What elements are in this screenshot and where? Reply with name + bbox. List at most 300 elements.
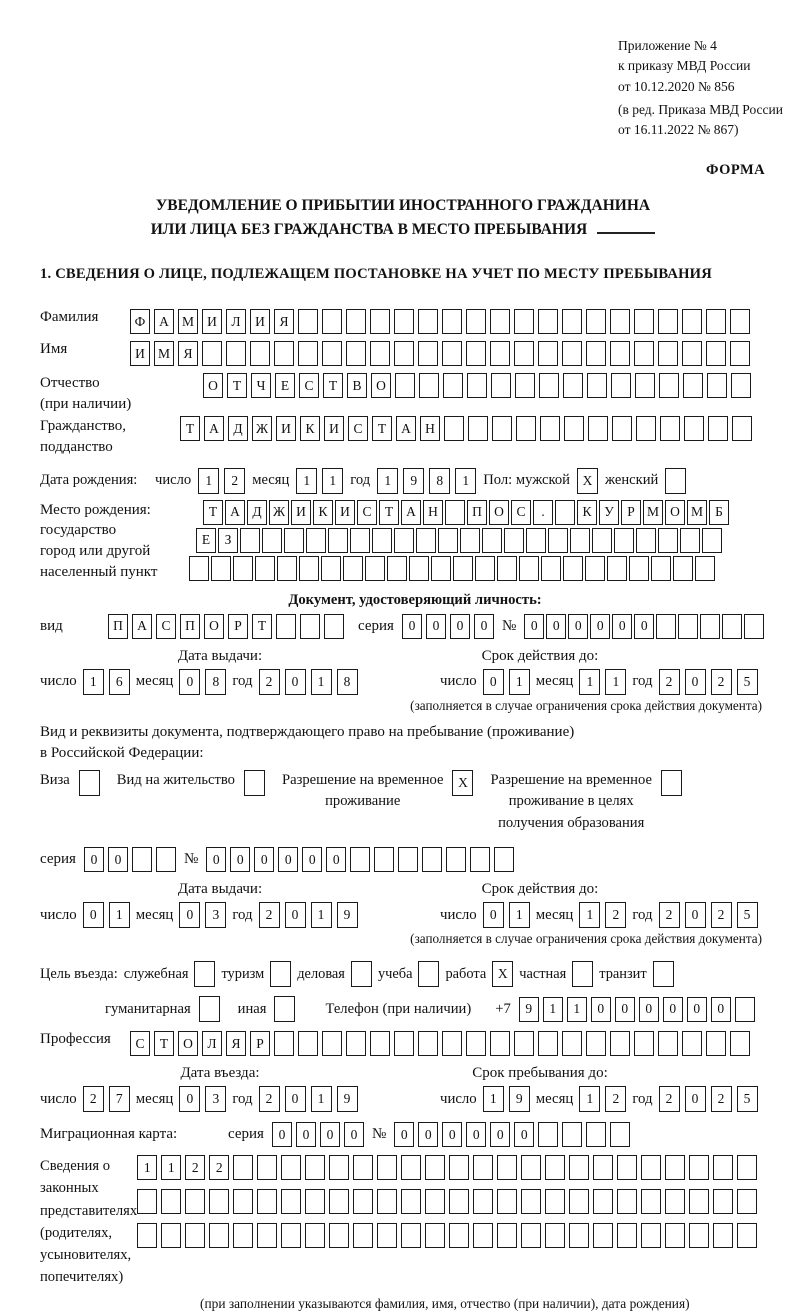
char-box[interactable] (695, 556, 715, 581)
char-box[interactable] (706, 1031, 726, 1056)
char-box[interactable] (322, 1031, 342, 1056)
char-box[interactable] (492, 416, 512, 441)
char-box[interactable]: О (371, 373, 391, 398)
char-box[interactable] (570, 528, 590, 553)
char-box[interactable] (562, 341, 582, 366)
char-box[interactable]: 0 (402, 614, 422, 639)
char-box[interactable] (233, 556, 253, 581)
char-box[interactable] (365, 556, 385, 581)
char-box[interactable]: 2 (259, 1086, 280, 1112)
char-box[interactable]: Е (275, 373, 295, 398)
char-box[interactable] (737, 1155, 757, 1180)
char-box[interactable] (563, 373, 583, 398)
char-box[interactable] (305, 1155, 325, 1180)
char-box[interactable]: М (687, 500, 707, 525)
char-box[interactable] (497, 1155, 517, 1180)
char-box[interactable]: 1 (137, 1155, 157, 1180)
char-box[interactable] (538, 309, 558, 334)
char-box[interactable] (306, 528, 326, 553)
char-box[interactable] (374, 847, 394, 872)
char-box[interactable]: Р (621, 500, 641, 525)
char-box[interactable] (370, 1031, 390, 1056)
char-box[interactable]: 1 (579, 902, 600, 928)
char-box[interactable] (466, 1031, 486, 1056)
char-box[interactable] (737, 1223, 757, 1248)
char-box[interactable]: О (489, 500, 509, 525)
char-box[interactable] (202, 341, 222, 366)
char-box[interactable] (394, 528, 414, 553)
char-box[interactable] (370, 309, 390, 334)
char-box[interactable] (634, 341, 654, 366)
char-box[interactable]: И (202, 309, 222, 334)
char-box[interactable] (682, 309, 702, 334)
char-box[interactable] (353, 1223, 373, 1248)
char-box[interactable] (706, 309, 726, 334)
char-box[interactable] (634, 1031, 654, 1056)
char-box[interactable] (587, 373, 607, 398)
char-box[interactable]: З (218, 528, 238, 553)
char-box[interactable] (744, 614, 764, 639)
char-box[interactable] (161, 1189, 181, 1214)
char-box[interactable] (521, 1223, 541, 1248)
char-box[interactable] (730, 341, 750, 366)
char-box[interactable]: 1 (483, 1086, 504, 1112)
char-box[interactable] (651, 556, 671, 581)
char-box[interactable] (713, 1155, 733, 1180)
char-box[interactable]: К (577, 500, 597, 525)
char-box[interactable]: 2 (259, 669, 280, 695)
char-box[interactable]: Р (228, 614, 248, 639)
char-box[interactable]: 0 (711, 997, 731, 1022)
char-box[interactable]: У (599, 500, 619, 525)
char-box[interactable]: 0 (278, 847, 298, 872)
char-box[interactable]: 8 (337, 669, 358, 695)
char-box[interactable]: Д (247, 500, 267, 525)
char-box[interactable]: 0 (474, 614, 494, 639)
char-box[interactable] (713, 1223, 733, 1248)
char-box[interactable] (300, 614, 320, 639)
char-box[interactable] (281, 1155, 301, 1180)
char-box[interactable] (538, 1031, 558, 1056)
char-box[interactable] (490, 309, 510, 334)
char-box[interactable] (418, 309, 438, 334)
char-box[interactable] (401, 1155, 421, 1180)
char-box[interactable] (189, 556, 209, 581)
char-box[interactable] (422, 847, 442, 872)
char-box[interactable] (460, 528, 480, 553)
char-box[interactable]: Ж (269, 500, 289, 525)
char-box[interactable]: Ф (130, 309, 150, 334)
char-box[interactable] (490, 1031, 510, 1056)
char-box[interactable] (521, 1155, 541, 1180)
char-box[interactable] (156, 847, 176, 872)
char-box[interactable] (658, 528, 678, 553)
char-box[interactable] (593, 1189, 613, 1214)
char-box[interactable] (731, 373, 751, 398)
char-box[interactable]: 0 (320, 1122, 340, 1147)
char-box[interactable]: 3 (205, 902, 226, 928)
char-box[interactable]: 1 (311, 669, 332, 695)
char-box[interactable]: 0 (687, 997, 707, 1022)
char-box[interactable] (610, 1031, 630, 1056)
char-box[interactable]: А (204, 416, 224, 441)
char-box[interactable] (706, 341, 726, 366)
char-box[interactable]: 1 (377, 468, 398, 494)
char-box[interactable]: 0 (514, 1122, 534, 1147)
char-box[interactable] (665, 1189, 685, 1214)
char-box[interactable] (656, 614, 676, 639)
char-box[interactable]: 9 (337, 1086, 358, 1112)
char-box[interactable]: А (154, 309, 174, 334)
char-box[interactable]: 0 (615, 997, 635, 1022)
char-box[interactable] (682, 341, 702, 366)
char-box[interactable]: 2 (605, 1086, 626, 1112)
char-box[interactable]: П (467, 500, 487, 525)
char-box[interactable] (250, 341, 270, 366)
char-box[interactable] (401, 1223, 421, 1248)
char-box[interactable]: 5 (737, 902, 758, 928)
char-box[interactable] (497, 1189, 517, 1214)
char-box[interactable]: 2 (659, 669, 680, 695)
char-box[interactable] (519, 556, 539, 581)
char-box[interactable] (185, 1223, 205, 1248)
char-box[interactable]: Т (372, 416, 392, 441)
char-box[interactable] (262, 528, 282, 553)
char-box[interactable]: 0 (179, 1086, 200, 1112)
char-box[interactable]: 2 (659, 1086, 680, 1112)
temp-residence-education-checkbox[interactable] (661, 770, 682, 796)
char-box[interactable] (425, 1223, 445, 1248)
char-box[interactable]: С (156, 614, 176, 639)
char-box[interactable] (277, 556, 297, 581)
purpose-private-checkbox[interactable] (572, 961, 593, 987)
char-box[interactable]: Р (250, 1031, 270, 1056)
char-box[interactable]: 1 (83, 669, 104, 695)
char-box[interactable] (538, 1122, 558, 1147)
char-box[interactable] (370, 341, 390, 366)
char-box[interactable]: 9 (509, 1086, 530, 1112)
char-box[interactable] (540, 416, 560, 441)
char-box[interactable] (593, 1155, 613, 1180)
char-box[interactable] (673, 556, 693, 581)
char-box[interactable] (545, 1155, 565, 1180)
char-box[interactable] (401, 1189, 421, 1214)
char-box[interactable] (504, 528, 524, 553)
char-box[interactable]: О (204, 614, 224, 639)
char-box[interactable] (475, 556, 495, 581)
char-box[interactable] (372, 528, 392, 553)
char-box[interactable]: И (335, 500, 355, 525)
char-box[interactable]: Л (202, 1031, 222, 1056)
char-box[interactable]: 2 (711, 902, 732, 928)
char-box[interactable] (161, 1223, 181, 1248)
char-box[interactable] (702, 528, 722, 553)
char-box[interactable] (641, 1223, 661, 1248)
char-box[interactable] (592, 528, 612, 553)
char-box[interactable]: 2 (224, 468, 245, 494)
char-box[interactable]: Е (196, 528, 216, 553)
char-box[interactable] (377, 1155, 397, 1180)
char-box[interactable]: 7 (109, 1086, 130, 1112)
char-box[interactable] (274, 1031, 294, 1056)
char-box[interactable] (514, 341, 534, 366)
purpose-study-checkbox[interactable] (418, 961, 439, 987)
char-box[interactable] (548, 528, 568, 553)
char-box[interactable]: 0 (254, 847, 274, 872)
char-box[interactable]: 1 (311, 1086, 332, 1112)
char-box[interactable] (658, 1031, 678, 1056)
char-box[interactable]: С (348, 416, 368, 441)
char-box[interactable]: 0 (490, 1122, 510, 1147)
char-box[interactable] (473, 1155, 493, 1180)
char-box[interactable] (418, 341, 438, 366)
char-box[interactable]: И (276, 416, 296, 441)
char-box[interactable] (425, 1155, 445, 1180)
char-box[interactable]: 0 (326, 847, 346, 872)
char-box[interactable] (562, 309, 582, 334)
char-box[interactable]: 0 (591, 997, 611, 1022)
char-box[interactable] (713, 1189, 733, 1214)
char-box[interactable] (588, 416, 608, 441)
char-box[interactable] (281, 1189, 301, 1214)
char-box[interactable] (353, 1189, 373, 1214)
char-box[interactable] (353, 1155, 373, 1180)
char-box[interactable]: 0 (524, 614, 544, 639)
char-box[interactable]: 0 (450, 614, 470, 639)
char-box[interactable] (409, 556, 429, 581)
char-box[interactable]: Н (420, 416, 440, 441)
char-box[interactable] (468, 416, 488, 441)
char-box[interactable] (137, 1223, 157, 1248)
char-box[interactable] (453, 556, 473, 581)
char-box[interactable] (521, 1189, 541, 1214)
purpose-other-checkbox[interactable] (274, 996, 295, 1022)
char-box[interactable] (593, 1223, 613, 1248)
char-box[interactable]: П (108, 614, 128, 639)
char-box[interactable]: 0 (685, 669, 706, 695)
char-box[interactable] (683, 373, 703, 398)
char-box[interactable] (684, 416, 704, 441)
char-box[interactable]: А (132, 614, 152, 639)
char-box[interactable] (444, 416, 464, 441)
char-box[interactable]: 0 (663, 997, 683, 1022)
char-box[interactable] (730, 1031, 750, 1056)
char-box[interactable]: А (401, 500, 421, 525)
char-box[interactable]: 9 (519, 997, 539, 1022)
char-box[interactable]: М (154, 341, 174, 366)
char-box[interactable] (377, 1189, 397, 1214)
char-box[interactable] (255, 556, 275, 581)
char-box[interactable]: 1 (198, 468, 219, 494)
char-box[interactable]: 0 (418, 1122, 438, 1147)
char-box[interactable]: Ж (252, 416, 272, 441)
char-box[interactable]: Я (274, 309, 294, 334)
char-box[interactable] (682, 1031, 702, 1056)
char-box[interactable] (617, 1155, 637, 1180)
char-box[interactable] (586, 1031, 606, 1056)
char-box[interactable] (490, 341, 510, 366)
char-box[interactable] (611, 373, 631, 398)
char-box[interactable]: Т (379, 500, 399, 525)
char-box[interactable]: 0 (426, 614, 446, 639)
char-box[interactable] (730, 309, 750, 334)
char-box[interactable] (211, 556, 231, 581)
char-box[interactable]: 0 (394, 1122, 414, 1147)
char-box[interactable]: 0 (302, 847, 322, 872)
char-box[interactable]: 0 (685, 902, 706, 928)
char-box[interactable]: С (299, 373, 319, 398)
char-box[interactable] (233, 1189, 253, 1214)
char-box[interactable] (473, 1189, 493, 1214)
char-box[interactable] (482, 528, 502, 553)
char-box[interactable] (665, 1155, 685, 1180)
char-box[interactable] (735, 997, 755, 1022)
char-box[interactable] (526, 528, 546, 553)
char-box[interactable] (446, 847, 466, 872)
char-box[interactable]: 0 (685, 1086, 706, 1112)
char-box[interactable]: 9 (337, 902, 358, 928)
char-box[interactable] (636, 416, 656, 441)
char-box[interactable] (137, 1189, 157, 1214)
char-box[interactable]: 8 (205, 669, 226, 695)
char-box[interactable] (634, 309, 654, 334)
char-box[interactable]: Д (228, 416, 248, 441)
char-box[interactable]: 5 (737, 669, 758, 695)
char-box[interactable] (569, 1155, 589, 1180)
char-box[interactable] (722, 614, 742, 639)
char-box[interactable]: 0 (442, 1122, 462, 1147)
char-box[interactable] (660, 416, 680, 441)
char-box[interactable] (569, 1223, 589, 1248)
char-box[interactable] (515, 373, 535, 398)
char-box[interactable] (226, 341, 246, 366)
char-box[interactable] (514, 1031, 534, 1056)
char-box[interactable]: И (291, 500, 311, 525)
char-box[interactable] (569, 1189, 589, 1214)
char-box[interactable]: 0 (206, 847, 226, 872)
char-box[interactable] (514, 309, 534, 334)
char-box[interactable] (233, 1223, 253, 1248)
char-box[interactable] (284, 528, 304, 553)
char-box[interactable]: 1 (509, 669, 530, 695)
char-box[interactable] (545, 1223, 565, 1248)
char-box[interactable] (473, 1223, 493, 1248)
char-box[interactable]: 5 (737, 1086, 758, 1112)
char-box[interactable]: Т (203, 500, 223, 525)
char-box[interactable] (689, 1223, 709, 1248)
char-box[interactable]: И (324, 416, 344, 441)
char-box[interactable] (449, 1189, 469, 1214)
purpose-humanitarian-checkbox[interactable] (199, 996, 220, 1022)
char-box[interactable] (689, 1155, 709, 1180)
char-box[interactable]: С (357, 500, 377, 525)
char-box[interactable]: А (225, 500, 245, 525)
char-box[interactable]: 0 (546, 614, 566, 639)
char-box[interactable] (545, 1189, 565, 1214)
char-box[interactable] (538, 341, 558, 366)
char-box[interactable] (442, 1031, 462, 1056)
char-box[interactable] (324, 614, 344, 639)
char-box[interactable]: Л (226, 309, 246, 334)
char-box[interactable] (494, 847, 514, 872)
temp-residence-checkbox[interactable]: X (452, 770, 473, 796)
purpose-official-checkbox[interactable] (194, 961, 215, 987)
char-box[interactable]: 0 (590, 614, 610, 639)
char-box[interactable] (658, 341, 678, 366)
char-box[interactable] (610, 1122, 630, 1147)
char-box[interactable] (629, 556, 649, 581)
char-box[interactable] (418, 1031, 438, 1056)
char-box[interactable]: Т (252, 614, 272, 639)
char-box[interactable] (443, 373, 463, 398)
char-box[interactable] (185, 1189, 205, 1214)
char-box[interactable]: 1 (109, 902, 130, 928)
char-box[interactable]: 0 (296, 1122, 316, 1147)
char-box[interactable] (562, 1122, 582, 1147)
char-box[interactable]: 1 (567, 997, 587, 1022)
char-box[interactable]: 1 (543, 997, 563, 1022)
char-box[interactable] (497, 556, 517, 581)
char-box[interactable] (322, 309, 342, 334)
char-box[interactable] (431, 556, 451, 581)
char-box[interactable] (281, 1223, 301, 1248)
char-box[interactable] (377, 1223, 397, 1248)
char-box[interactable]: 0 (83, 902, 104, 928)
char-box[interactable] (387, 556, 407, 581)
char-box[interactable] (614, 528, 634, 553)
char-box[interactable]: 2 (83, 1086, 104, 1112)
char-box[interactable]: 0 (84, 847, 104, 872)
char-box[interactable]: Т (154, 1031, 174, 1056)
char-box[interactable]: 8 (429, 468, 450, 494)
char-box[interactable]: 1 (509, 902, 530, 928)
char-box[interactable]: В (347, 373, 367, 398)
char-box[interactable]: 2 (605, 902, 626, 928)
sex-female-checkbox[interactable] (665, 468, 686, 494)
char-box[interactable]: Т (323, 373, 343, 398)
char-box[interactable] (343, 556, 363, 581)
char-box[interactable]: 1 (605, 669, 626, 695)
char-box[interactable] (209, 1223, 229, 1248)
char-box[interactable] (635, 373, 655, 398)
char-box[interactable]: 9 (403, 468, 424, 494)
char-box[interactable] (346, 341, 366, 366)
char-box[interactable] (322, 341, 342, 366)
char-box[interactable]: 1 (311, 902, 332, 928)
char-box[interactable] (563, 556, 583, 581)
char-box[interactable] (350, 847, 370, 872)
char-box[interactable]: И (130, 341, 150, 366)
char-box[interactable]: 1 (579, 669, 600, 695)
char-box[interactable] (419, 373, 439, 398)
visa-checkbox[interactable] (79, 770, 100, 796)
char-box[interactable] (617, 1189, 637, 1214)
char-box[interactable]: 0 (483, 669, 504, 695)
char-box[interactable] (350, 528, 370, 553)
char-box[interactable]: М (643, 500, 663, 525)
char-box[interactable] (274, 341, 294, 366)
char-box[interactable]: М (178, 309, 198, 334)
char-box[interactable] (395, 373, 415, 398)
char-box[interactable] (416, 528, 436, 553)
char-box[interactable]: И (250, 309, 270, 334)
char-box[interactable] (732, 416, 752, 441)
char-box[interactable] (641, 1189, 661, 1214)
char-box[interactable] (636, 528, 656, 553)
char-box[interactable] (659, 373, 679, 398)
char-box[interactable]: П (180, 614, 200, 639)
char-box[interactable]: 0 (639, 997, 659, 1022)
